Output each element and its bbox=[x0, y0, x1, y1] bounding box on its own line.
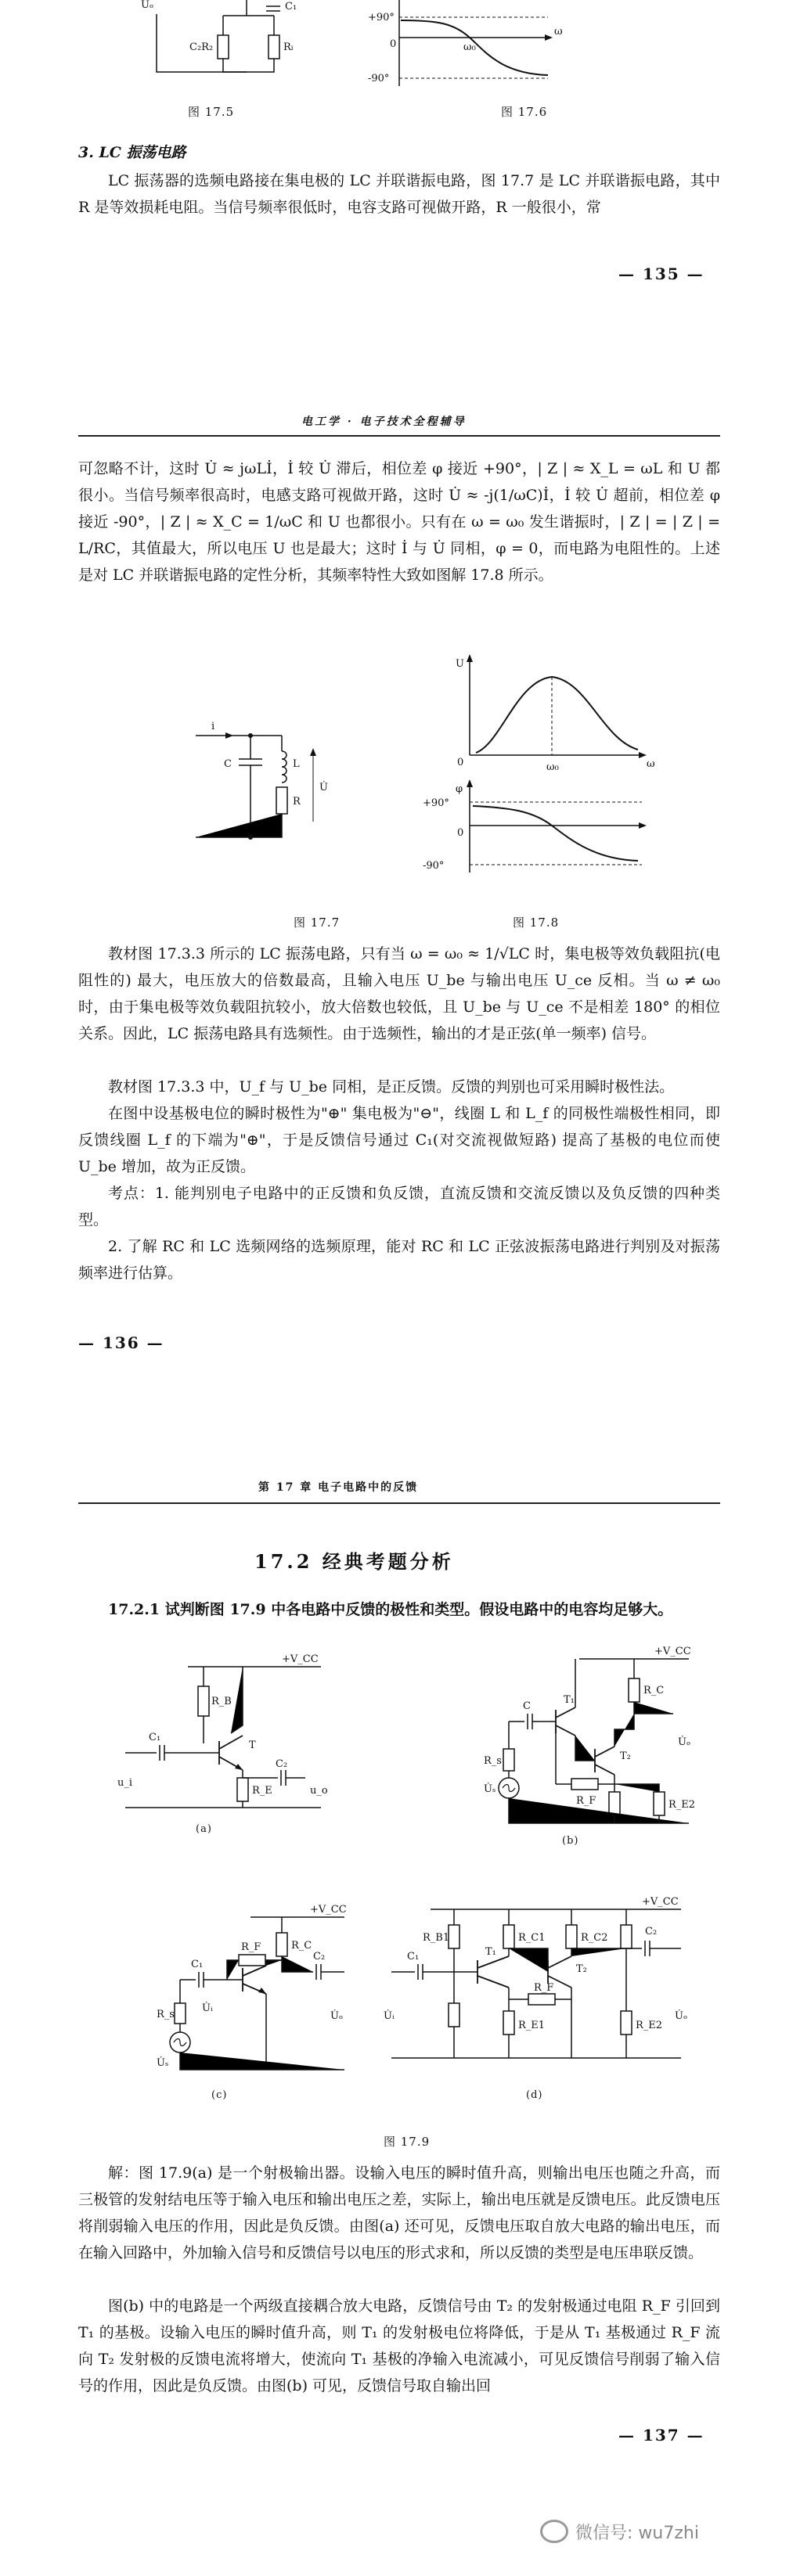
circuit-c-vcc: +V_CC bbox=[310, 1904, 347, 1916]
circuit-a-vcc: +V_CC bbox=[282, 1653, 319, 1665]
circuit-a-uo: u_o bbox=[310, 1785, 328, 1797]
fig178-label-zero-bottom: 0 bbox=[457, 827, 464, 839]
caption-fig-17-7: 图 17.7 bbox=[294, 916, 341, 930]
paragraph-lc-intro: LC 振荡器的选频电路接在集电极的 LC 并联谐振电路，图 17.7 是 LC 并联谐振电路，其中 R 是等效损耗电阻。当信号频率很低时，电容支路可视做开路，R 一般很小，常 bbox=[78, 172, 720, 216]
fig178-label-u: U bbox=[456, 658, 464, 670]
running-head: 电工学 · 电子技术全程辅导 bbox=[301, 416, 467, 428]
circuit-c-caption: (c) bbox=[211, 2089, 228, 2101]
wechat-icon bbox=[540, 2520, 568, 2543]
circuit-b bbox=[438, 1643, 697, 1831]
fig178-label-plus90: +90° bbox=[423, 797, 449, 809]
circuit-c-rs: R_s bbox=[157, 2009, 175, 2020]
circuit-c-rf: R_F bbox=[241, 1941, 261, 1953]
circuit-d-caption: (d) bbox=[526, 2089, 543, 2101]
fig177-label-r: R bbox=[293, 796, 301, 808]
chapter-rule bbox=[78, 1502, 720, 1504]
fig178-label-zero-top: 0 bbox=[457, 757, 464, 768]
page-number-137: — 137 — bbox=[618, 2426, 705, 2445]
fig175-label-c2r2: C₂R₂ bbox=[189, 41, 214, 53]
circuit-c-uo: U̇ₒ bbox=[330, 2010, 343, 2022]
circuit-b-c: C bbox=[523, 1700, 531, 1712]
fig176-label-plus90: +90° bbox=[368, 12, 395, 23]
circuit-a-re: R_E bbox=[252, 1785, 272, 1797]
paragraph-key-point-2: 2. 了解 RC 和 LC 选频网络的选频原理，能对 RC 和 LC 正弦波振荡电路进行判别及对振荡频率进行估算。 bbox=[78, 1238, 720, 1282]
circuit-b-re2: R_E2 bbox=[668, 1799, 696, 1811]
circuit-d-ui: U̇ᵢ bbox=[384, 2010, 395, 2022]
circuit-b-rf: R_F bbox=[576, 1795, 596, 1807]
heading-lc-oscillator: 3. LC 振荡电路 bbox=[78, 144, 186, 161]
circuit-d-uo: U̇ₒ bbox=[675, 2010, 687, 2022]
circuit-c bbox=[125, 1901, 360, 2081]
circuit-b-rc: R_C bbox=[643, 1685, 665, 1696]
fig175-label-uo: U̇ₒ bbox=[141, 0, 153, 11]
chapter-head: 第 17 章 电子电路中的反馈 bbox=[258, 1481, 419, 1494]
circuit-a-rb: R_B bbox=[211, 1696, 232, 1707]
figure-17-6 bbox=[368, 0, 564, 90]
circuit-d-t1: T₁ bbox=[485, 1946, 496, 1958]
circuit-c-ui: U̇ᵢ bbox=[202, 2002, 213, 2014]
header-rule bbox=[78, 435, 720, 437]
caption-fig-17-6: 图 17.6 bbox=[501, 105, 548, 119]
caption-fig-17-8: 图 17.8 bbox=[513, 916, 560, 930]
circuit-b-caption: (b) bbox=[562, 1835, 579, 1847]
caption-fig-17-5: 图 17.5 bbox=[188, 105, 235, 119]
fig176-label-minus90: -90° bbox=[368, 73, 390, 85]
circuit-a-t: T bbox=[249, 1740, 256, 1751]
fig177-label-l: L bbox=[293, 758, 300, 770]
circuit-d-c2: C₂ bbox=[645, 1926, 658, 1937]
circuit-d bbox=[384, 1894, 697, 2074]
circuit-c-c1: C₁ bbox=[191, 1959, 204, 1970]
caption-fig-17-9: 图 17.9 bbox=[384, 2135, 431, 2149]
circuit-d-t2: T₂ bbox=[576, 1963, 587, 1975]
answer-paragraph-1: 解：图 17.9(a) 是一个射极输出器。设输入电压的瞬时值升高，则输出电压也随之升高，而三极管的发射结电压等于输入电压和输出电压之差，实际上，输出电压就是反馈电压。此反馈电压将削弱输入电压的作用，因此是负反馈。由图(a) 还可见，反馈电压取自放大电路的输出电压，而在输入回路中，外加输入信号和反馈信号以电压的形式求和，所以反馈的类型是电压串联反馈。 bbox=[78, 2164, 720, 2261]
fig176-label-w0: ω₀ bbox=[463, 41, 476, 53]
circuit-d-rc1: R_C1 bbox=[518, 1932, 546, 1944]
paragraph-textbook-lc: 教材图 17.3.3 所示的 LC 振荡电路，只有当 ω = ω₀ ≈ 1/√LC 时，集电极等效负载阻抗(电阻性的) 最大，电压放大的倍数最高，且输入电压 U_be 与输出电压 U_ce 反相。当 ω ≠ ω₀ 时，由于集电极等效负载阻抗较小，放大倍数也较低，且 U_be 与 U_ce 不是相差 180° 的相位关系。因此，LC 振荡电路具有选频性。由于选频性，输出的才是正弦(单一频率) 信号。 bbox=[78, 945, 720, 1042]
figure-17-8 bbox=[423, 657, 658, 876]
fig175-label-c1: C₁ bbox=[285, 1, 297, 13]
answer-paragraph-2: 图(b) 中的电路是一个两级直接耦合放大电路，反馈信号由 T₂ 的发射极通过电阻 R_F 引回到 T₁ 的基极。设输入电压的瞬时值升高，则 T₁ 的发射极电位将降低，于是从 T₁ 基极通过 R_F 流向 T₂ 发射极的反馈电流将增大，使流向 T₁ 基极的净输入电流减小，可见反馈信号削弱了输入信号的作用，因此是负反馈。由图(b) 可见，反馈信号取自输出回 bbox=[78, 2297, 720, 2394]
page-number-135: — 135 — bbox=[618, 264, 705, 283]
circuit-a-c2: C₂ bbox=[276, 1758, 288, 1770]
circuit-d-c1: C₁ bbox=[407, 1951, 420, 1963]
page-number-136: — 136 — bbox=[78, 1333, 164, 1352]
circuit-d-vcc: +V_CC bbox=[642, 1896, 679, 1908]
circuit-d-re2: R_E2 bbox=[636, 2020, 663, 2031]
circuit-d-re1: R_E1 bbox=[518, 2020, 546, 2031]
paragraph-key-point-1: 考点：1. 能判别电子电路中的正反馈和负反馈，直流反馈和交流反馈以及负反馈的四种类型。 bbox=[78, 1185, 720, 1229]
fig176-label-zero: 0 bbox=[390, 38, 397, 50]
paragraph-positive-feedback: 教材图 17.3.3 中，U_f 与 U_be 同相，是正反馈。反馈的判别也可采用瞬时极性法。 bbox=[108, 1078, 675, 1096]
circuit-b-t2: T₂ bbox=[620, 1750, 631, 1762]
circuit-d-rb1: R_B1 bbox=[423, 1932, 450, 1944]
fig175-label-rl: Rₗ bbox=[283, 41, 294, 53]
circuit-a bbox=[110, 1651, 337, 1815]
fig176-label-w: ω bbox=[554, 26, 563, 38]
fig178-label-w: ω bbox=[647, 758, 655, 770]
watermark: 微信号: wu7zhi bbox=[575, 2524, 699, 2543]
circuit-a-caption: (a) bbox=[196, 1823, 212, 1835]
circuit-a-c1: C₁ bbox=[149, 1732, 161, 1743]
circuit-b-vcc: +V_CC bbox=[654, 1646, 691, 1657]
fig178-label-w0: ω₀ bbox=[546, 761, 559, 773]
circuit-b-t1: T₁ bbox=[564, 1694, 575, 1706]
circuit-d-rf: R_F bbox=[534, 1982, 554, 1994]
circuit-c-us: U̇ₛ bbox=[157, 2057, 169, 2069]
figure-17-7 bbox=[196, 712, 344, 853]
circuit-b-rs: R_s bbox=[484, 1755, 502, 1767]
paragraph-instant-polarity: 在图中设基极电位的瞬时极性为"⊕" 集电极为"⊖"，线圈 L 和 L_f 的同极性端极性相同，即反馈线圈 L_f 的下端为"⊕"，于是反馈信号通过 C₁(对交流视做短路) 提高了基极的电位而使 U_be 增加，故为正反馈。 bbox=[78, 1105, 720, 1175]
question-17-2-1: 17.2.1 试判断图 17.9 中各电路中反馈的极性和类型。假设电路中的电容均足够大。 bbox=[108, 1601, 673, 1618]
fig177-label-c: C bbox=[224, 758, 232, 770]
circuit-d-rc2: R_C2 bbox=[581, 1932, 608, 1944]
section-title: 17.2 经典考题分析 bbox=[254, 1550, 454, 1573]
circuit-b-us: U̇ₛ bbox=[484, 1783, 496, 1795]
circuit-c-rc: R_C bbox=[291, 1940, 312, 1952]
figure-17-5 bbox=[141, 0, 321, 86]
circuit-b-uo: U̇ₒ bbox=[678, 1736, 690, 1748]
fig177-label-i: i bbox=[211, 721, 215, 732]
fig177-label-u: U̇ bbox=[319, 782, 328, 793]
circuit-c-c2: C₂ bbox=[313, 1951, 326, 1963]
fig178-label-minus90: -90° bbox=[423, 860, 445, 872]
circuit-a-ui: u_i bbox=[117, 1777, 133, 1789]
fig178-label-phi: φ bbox=[456, 783, 463, 795]
paragraph-lc-analysis: 可忽略不计，这时 U̇ ≈ jωLİ，İ 较 U̇ 滞后，相位差 φ 接近 +90°，| Z | ≈ X_L = ωL 和 U 都很小。当信号频率很高时，电感支路可视做开路，这时 U̇ ≈ -j(1/ωC)İ，İ 较 U̇ 超前，相位差 φ 接近 -90°，| Z | ≈ X_C = 1/ωC 和 U 也都很小。只有在 ω = ω₀ 发生谐振时，| Z | = | Z | = L/RC，其值最大，所以电压 U 也是最大；这时 İ 与 U̇ 同相，φ = 0，而电路为电阻性的。上述是对 LC 并联谐振电路的定性分析，其频率特性大致如图解 17.8 所示。 bbox=[78, 460, 720, 584]
